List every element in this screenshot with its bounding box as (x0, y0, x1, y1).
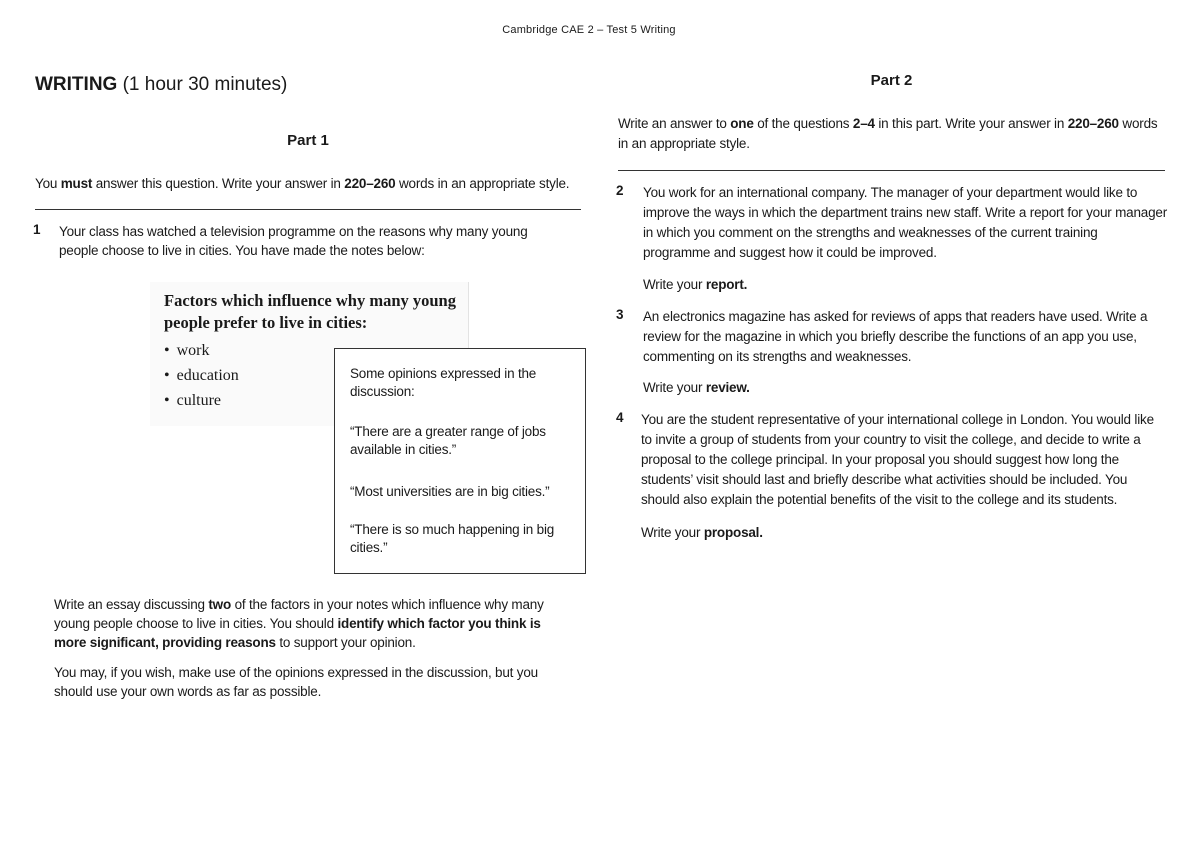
part1-task-note: You may, if you wish, make use of the opinions expressed in the discussion, but you should use your own words as far as possible. (54, 665, 538, 699)
title-bold: WRITING (35, 74, 118, 95)
notes-item-education: • education (164, 363, 239, 388)
question-number-2: 2 (616, 183, 624, 198)
question-1-text: Your class has watched a television programme on the reasons why many young people choose to live in cities. You have made the notes below: (59, 224, 528, 258)
part1-heading: Part 1 (287, 132, 329, 149)
opinion-quote-1: “There are a greater range of jobs available in cities.” (350, 424, 546, 457)
notes-item-culture: • culture (164, 388, 239, 413)
opinions-box (334, 348, 586, 574)
question-number-3: 3 (616, 307, 624, 322)
part1-divider (35, 209, 581, 210)
part1-instructions: You must answer this question. Write your answer in 220–260 words in an appropriate style. (35, 176, 570, 191)
title-duration: (1 hour 30 minutes) (117, 74, 288, 95)
part2-instructions: Write an answer to one of the questions 2–4 in this part. Write your answer in 220–260 words in an appropriate style. (618, 116, 1158, 151)
part1-task: Write an essay discussing two of the factors in your notes which influence why many young people choose to live in cities. You should identify which factor you think is more significant, providing reasons to support your opinion. (54, 597, 544, 650)
question-3-text: An electronics magazine has asked for reviews of apps that readers have used. Write a review for the magazine in which you briefly describe the functions of an app you use, commenting on its strengths and weaknesses. (643, 309, 1148, 364)
opinion-quote-3: “There is so much happening in big cities.” (350, 522, 555, 555)
part2-divider (618, 170, 1165, 171)
opinions-intro: Some opinions expressed in the discussion: (350, 366, 537, 399)
question-2-text: You work for an international company. The manager of your department would like to improve the ways in which the department trains new staff. Write a report for your manager in which you comment on the strengths and weaknesses of the current training programme and suggest how it could be improved. (643, 185, 1167, 260)
question-2-prompt: Write your report. (643, 277, 748, 292)
page-title (35, 74, 287, 96)
opinion-quote-2: “Most universities are in big cities.” (350, 484, 550, 499)
question-number-4: 4 (616, 410, 624, 425)
notes-item-work: • work (164, 338, 239, 363)
page-header: Cambridge CAE 2 – Test 5 Writing (502, 24, 676, 36)
question-3-prompt: Write your review. (643, 380, 750, 395)
question-4-text: You are the student representative of your international college in London. You would like to invite a group of students from your country to visit the college, and decide to write a proposal to the college principal. In your proposal you should suggest how long the students’ visit should last and briefly describe what activities should be included. You should also explain the potential benefits of the visit to the college and its students. (641, 412, 1154, 507)
part2-heading: Part 2 (870, 72, 913, 89)
notes-list (164, 338, 239, 413)
question-4-prompt: Write your proposal. (641, 525, 763, 540)
notes-title: Factors which influence why many young people prefer to live in cities: (164, 291, 456, 332)
question-number-1: 1 (33, 222, 41, 237)
